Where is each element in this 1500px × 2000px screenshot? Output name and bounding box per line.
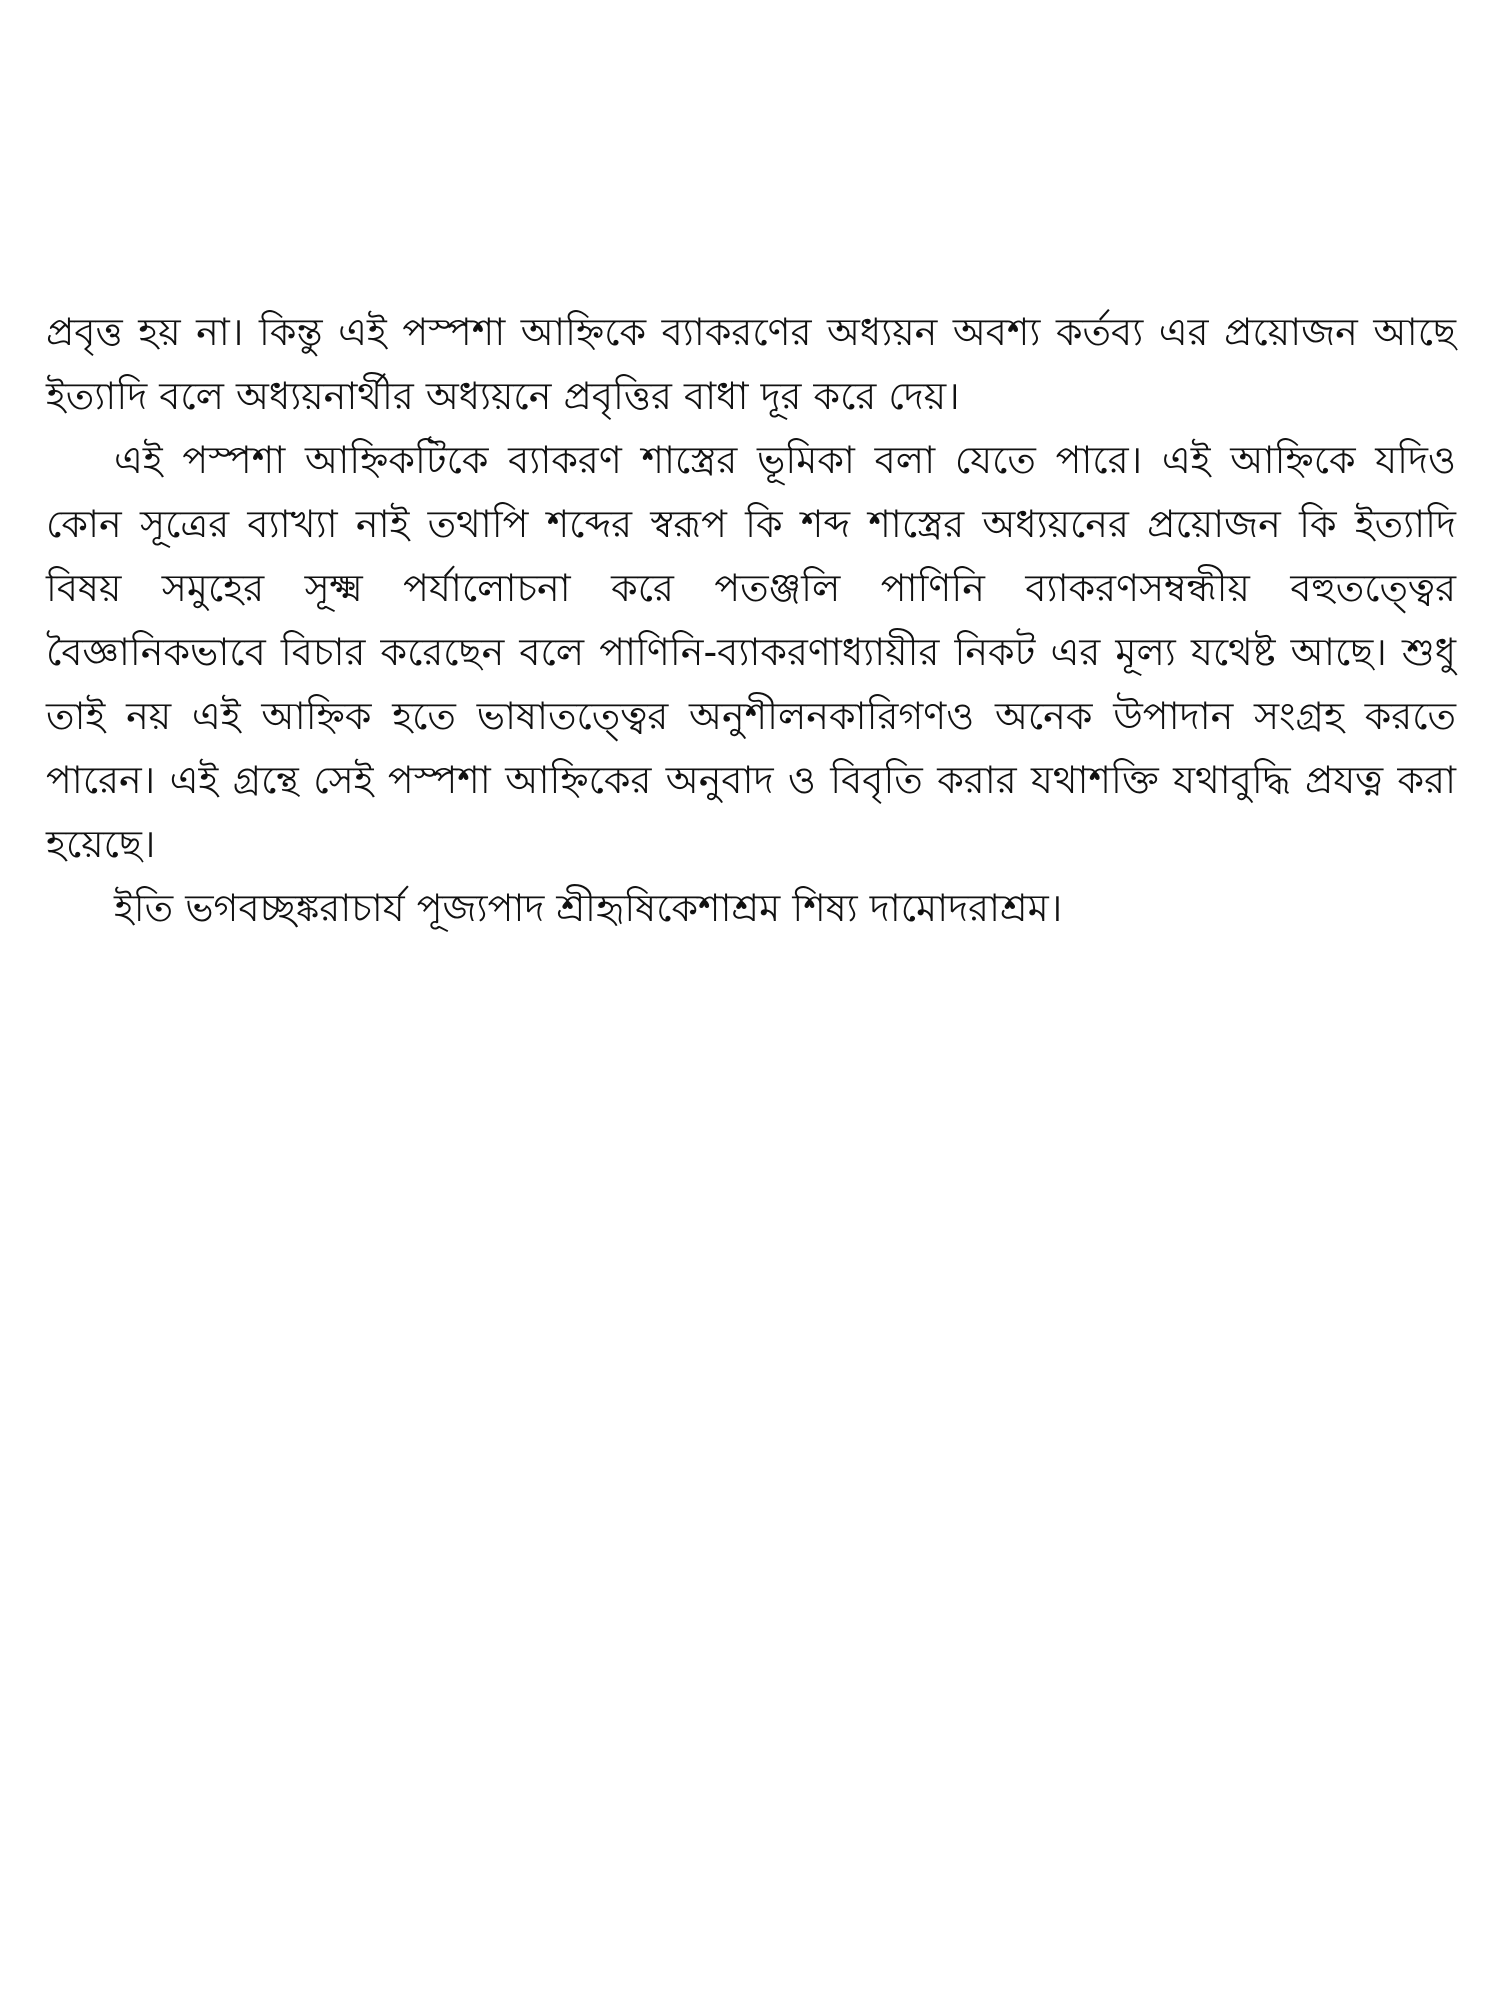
paragraph-1: প্রবৃত্ত হয় না। কিন্তু এই পস্পশা আহ্নিকে ব্যাকরণের অধ্যয়ন অবশ্য কর্তব্য এর প্রয়োজন আছে ইত্যাদি বলে অধ্যয়নার্থীর অধ্যয়নে প্রবৃত্তির বাধা দূর করে দেয়।: [46, 310, 1456, 418]
signature-line: ইতি ভগবচ্ছঙ্করাচার্য পূজ্যপাদ শ্রীহৃষিকেশাশ্রম শিষ্য দামোদরাশ্রম।: [114, 886, 1063, 930]
paragraph-2: এই পস্পশা আহ্নিকটিকে ব্যাকরণ শাস্ত্রের ভূমিকা বলা যেতে পারে। এই আহ্নিকে যদিও কোন সূত্রের ব্যাখ্যা নাই তথাপি শব্দের স্বরূপ কি শব্দ শাস্ত্রের অধ্যয়নের প্রয়োজন কি ইত্যাদি বিষয় সমুহের সূক্ষ্ম পর্যালোচনা করে পতঞ্জলি পাণিনি ব্যাকরণসম্বন্ধীয় বহুতত্ত্বের বৈজ্ঞানিকভাবে বিচার করেছেন বলে পাণিনি-ব্যাকরণাধ্যায়ীর নিকট এর মূল্য যথেষ্ট আছে। শুধু তাই নয় এই আহ্নিক হতে ভাষাতত্ত্বের অনুশীলনকারিগণও অনেক উপাদান সংগ্রহ করতে পারেন। এই গ্রন্থে সেই পস্পশা আহ্নিকের অনুবাদ ও বিবৃতি করার যথাশক্তি যথাবুদ্ধি প্রযত্ন করা হয়েছে।: [46, 438, 1456, 866]
body-text: [46, 300, 1456, 940]
